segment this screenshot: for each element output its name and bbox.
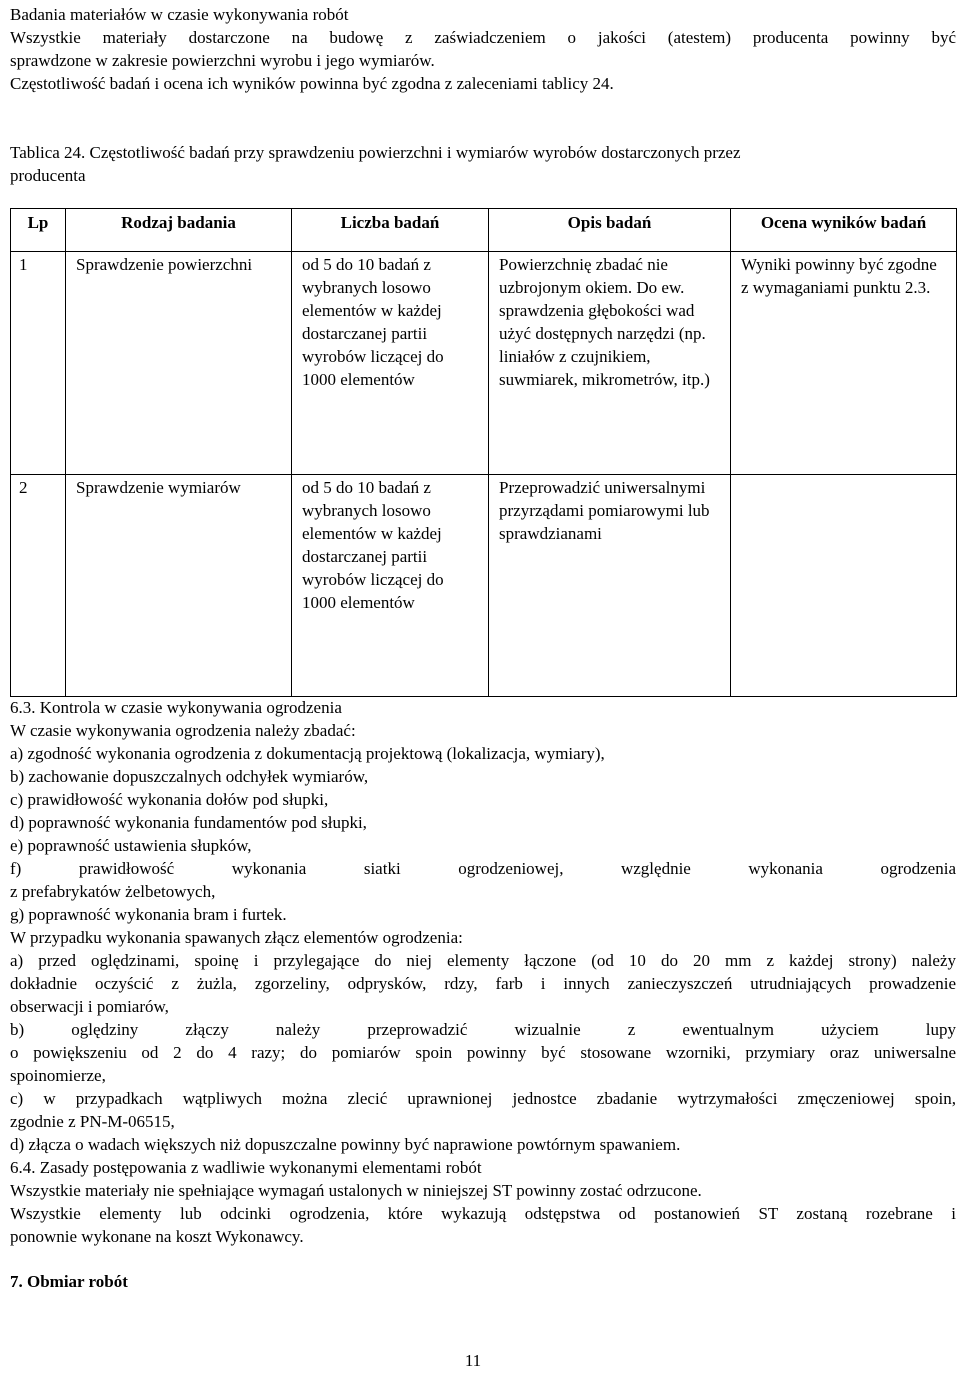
check-item: b) zachowanie dopuszczalnych odchyłek wymiarów, — [10, 767, 369, 786]
section-6-4-line: ponownie wykonane na koszt Wykonawcy. — [10, 1227, 304, 1246]
header-ocena: Ocena wyników badań — [731, 209, 957, 252]
check-item: d) poprawność wykonania fundamentów pod słupki, — [10, 813, 367, 832]
intro-heading: Badania materiałów w czasie wykonywania robót — [10, 5, 349, 24]
table-caption-line: producenta — [10, 166, 86, 185]
welds-intro: W przypadku wykonania spawanych złącz elementów ogrodzenia: — [10, 928, 463, 947]
page-number: 11 — [464, 1351, 482, 1370]
section-6-3-intro: W czasie wykonywania ogrodzenia należy zbadać: — [10, 721, 356, 740]
weld-item-line: obserwacji i pomiarów, — [10, 997, 169, 1016]
header-opis: Opis badań — [489, 209, 731, 252]
cell-liczba: od 5 do 10 badań z wybranych losowo elementów w każdej dostarczanej partii wyrobów liczącej do 1000 elementów — [292, 251, 489, 474]
table-caption-line: Tablica 24. Częstotliwość badań przy sprawdzeniu powierzchni i wymiarów wyrobów dostarczonych przez — [10, 143, 741, 162]
table-header-row — [11, 209, 957, 252]
header-rodzaj: Rodzaj badania — [66, 209, 292, 252]
cell-opis: Przeprowadzić uniwersalnymi przyrządami pomiarowymi lub sprawdzianami — [489, 474, 731, 696]
header-lp: Lp — [11, 209, 66, 252]
table-caption — [10, 141, 956, 187]
intro-paragraph-line: Wszystkie materiały dostarczone na budowę z zaświadczeniem o jakości (atestem) producenta powinny być — [10, 28, 956, 47]
cell-lp: 1 — [11, 251, 66, 474]
weld-item-line: c) w przypadkach wątpliwych można zlecić uprawnionej jednostce zbadanie wytrzymałości zmęczeniowej spoin, — [10, 1089, 956, 1108]
check-item: a) zgodność wykonania ogrodzenia z dokumentacją projektową (lokalizacja, wymiary), — [10, 744, 605, 763]
document-page — [10, 0, 956, 1291]
cell-ocena: Wyniki powinny być zgodne z wymaganiami punktu 2.3. — [731, 251, 957, 474]
cell-opis: Powierzchnię zbadać nie uzbrojonym okiem. Do ew. sprawdzenia głębokości wad użyć dostępnych narzędzi (np. liniałów z czujnikiem, suwmiarek, mikrometrów, itp.) — [489, 251, 731, 474]
intro-paragraph: Częstotliwość badań i ocena ich wyników powinna być zgodna z zaleceniami tablicy 24. — [10, 74, 614, 93]
weld-item-line: o powiększeniu od 2 do 4 razy; do pomiarów spoin powinny być stosowane wzorniki, przymiary oraz uniwersalne — [10, 1043, 956, 1062]
header-liczba: Liczba badań — [292, 209, 489, 252]
section-7-title: 7. Obmiar robót — [10, 1272, 128, 1291]
weld-item-line: zgodnie z PN-M-06515, — [10, 1112, 175, 1131]
weld-item-line: spoinomierze, — [10, 1066, 106, 1085]
lower-content — [10, 696, 956, 1293]
weld-item-line: dokładnie oczyścić z żużla, zgorzeliny, odprysków, rdzy, farb i innych zanieczyszczeń utrudniających prowadzenie — [10, 974, 956, 993]
check-item: e) poprawność ustawienia słupków, — [10, 836, 252, 855]
cell-lp: 2 — [11, 474, 66, 696]
weld-item-line: a) przed oględzinami, spoinę i przylegające do niej elementy łączone (od 10 do 20 mm z każdej strony) należy — [10, 951, 956, 970]
section-6-3-title: 6.3. Kontrola w czasie wykonywania ogrodzenia — [10, 698, 342, 717]
check-item-line: z prefabrykatów żelbetowych, — [10, 882, 216, 901]
table-row — [11, 474, 957, 696]
cell-liczba: od 5 do 10 badań z wybranych losowo elementów w każdej dostarczanej partii wyrobów liczącej do 1000 elementów — [292, 474, 489, 696]
frequency-table — [10, 208, 957, 697]
weld-item-line: b) oględziny złączy należy przeprowadzić wizualnie z ewentualnym użyciem lupy — [10, 1020, 956, 1039]
check-item: c) prawidłowość wykonania dołów pod słupki, — [10, 790, 329, 809]
cell-ocena — [731, 474, 957, 696]
check-item: g) poprawność wykonania bram i furtek. — [10, 905, 287, 924]
section-6-4-line: Wszystkie materiały nie spełniające wymagań ustalonych w niniejszej ST powinny zostać odrzucone. — [10, 1181, 702, 1200]
weld-item: d) złącza o wadach większych niż dopuszczalne powinny być naprawione powtórnym spawaniem. — [10, 1135, 681, 1154]
section-6-4-line: Wszystkie elementy lub odcinki ogrodzenia, które wykazują odstępstwa od postanowień ST zostaną rozebrane i — [10, 1204, 956, 1223]
intro-paragraph-line: sprawdzone w zakresie powierzchni wyrobu i jego wymiarów. — [10, 51, 435, 70]
cell-rodzaj: Sprawdzenie wymiarów — [66, 474, 292, 696]
check-item-line: f) prawidłowość wykonania siatki ogrodzeniowej, względnie wykonania ogrodzenia — [10, 859, 956, 878]
cell-rodzaj: Sprawdzenie powierzchni — [66, 251, 292, 474]
section-6-4-title: 6.4. Zasady postępowania z wadliwie wykonanymi elementami robót — [10, 1158, 482, 1177]
intro-section — [10, 3, 956, 95]
table-row — [11, 251, 957, 474]
